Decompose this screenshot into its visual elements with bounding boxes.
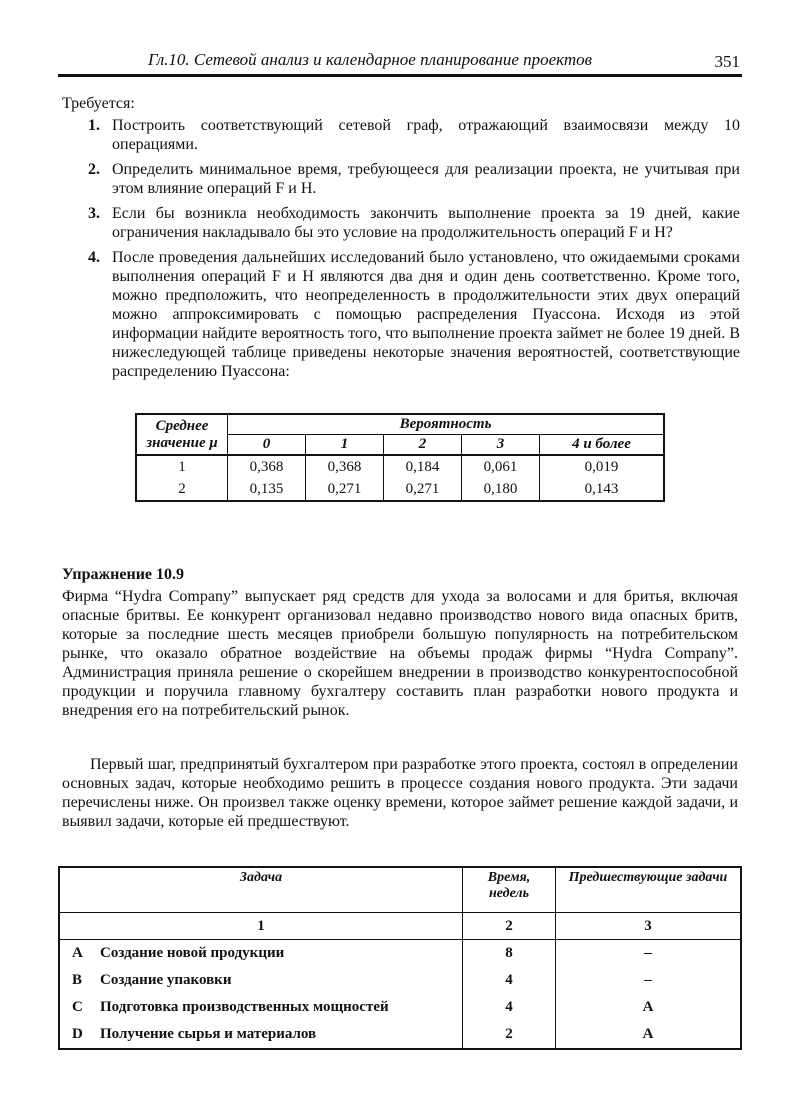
cell-value: 0,368 <box>305 455 383 478</box>
table-row <box>59 994 741 1021</box>
cell-value: 0,271 <box>305 478 383 501</box>
requirements-list <box>88 116 740 387</box>
page-number: 351 <box>714 52 740 71</box>
task-predecessors: – <box>644 945 652 961</box>
column-number: 3 <box>556 913 742 940</box>
cell-value: 0,143 <box>539 478 664 501</box>
header-mean: Среднее значение μ <box>136 414 228 455</box>
table-row <box>59 940 741 968</box>
cell-mean: 1 <box>136 455 228 478</box>
task-name: Подготовка производственных мощностей <box>99 994 463 1021</box>
task-name: Получение сырья и материалов <box>99 1021 463 1049</box>
task-code: A <box>72 945 83 961</box>
cell-value: 0,061 <box>461 455 539 478</box>
task-predecessors: A <box>642 999 654 1015</box>
task-time: 2 <box>463 1021 556 1049</box>
cell-value: 0,180 <box>461 478 539 501</box>
cell-value: 0,019 <box>539 455 664 478</box>
list-item <box>88 160 740 198</box>
column-header: 3 <box>461 435 539 456</box>
running-title: Гл.10. Сетевой анализ и календарное планирование проектов <box>148 50 593 69</box>
exercise-paragraph-1: Фирма “Hydra Company” выпускает ряд средств для ухода за волосами и для бритья, включая опасные бритвы. Ее конкурент организовал недавно производство нового вида опасных бритв, которые за последние шесть месяцев приобрели большую популярность на потребительском рынке, что оказало обратное воздействие на объемы продаж фирмы “Hydra Company”. Администрация приняла решение о скорейшем внедрении в производство конкурентоспособной продукции и поручила главному бухгалтеру составить план разработки нового продукта и внедрения его на потребительский рынок. <box>62 588 738 719</box>
list-item <box>88 248 740 381</box>
list-item <box>88 204 740 242</box>
header-time: Время, недель <box>463 867 556 913</box>
task-code: C <box>72 999 83 1015</box>
column-number: 2 <box>463 913 556 940</box>
table-row <box>136 478 664 501</box>
item-text: Определить минимальное время, требующееся для реализации проекта, не учитывая при этом влияние операций F и H. <box>112 161 740 197</box>
exercise-title: Упражнение 10.9 <box>62 566 185 583</box>
item-text: Построить соответствующий сетевой граф, отражающий взаимосвязи между 10 операциями. <box>112 117 740 153</box>
item-number: 3. <box>88 205 100 222</box>
poisson-table <box>135 413 665 502</box>
task-name: Создание новой продукции <box>99 940 463 968</box>
task-code: B <box>72 972 83 988</box>
column-header: 2 <box>383 435 461 456</box>
task-time: 4 <box>463 967 556 994</box>
table-row <box>59 967 741 994</box>
item-number: 1. <box>88 117 100 134</box>
requirements-label: Требуется: <box>62 95 135 112</box>
column-header: 4 и более <box>539 435 664 456</box>
column-header: 0 <box>228 435 306 456</box>
task-predecessors: – <box>644 972 652 988</box>
exercise-paragraph-2: Первый шаг, предпринятый бухгалтером при разработке этого проекта, состоял в определении основных задач, которые необходимо решить в процессе создания нового продукта. Эти задачи перечислены ниже. Он произвел также оценку времени, которое займет решение каждой задачи, и выявил задачи, которые ей предшествуют. <box>62 756 738 830</box>
header-task: Задача <box>59 867 463 913</box>
task-name: Создание упаковки <box>99 967 463 994</box>
cell-value: 0,271 <box>383 478 461 501</box>
cell-value: 0,184 <box>383 455 461 478</box>
table-row <box>59 1021 741 1049</box>
item-number: 2. <box>88 161 100 178</box>
column-number: 1 <box>59 913 463 940</box>
cell-mean: 2 <box>136 478 228 501</box>
table-row <box>136 455 664 478</box>
item-number: 4. <box>88 249 100 266</box>
column-header: 1 <box>305 435 383 456</box>
list-item <box>88 116 740 154</box>
item-text: После проведения дальнейших исследований было установлено, что ожидаемыми сроками выполнения операций F и H являются два дня и один день соответственно. Кроме того, можно предположить, что неопределенность в продолжительности этих двух операций можно аппроксимировать с помощью распределения Пуассона. Исходя из этой информации найдите вероятность того, что выполнение проекта займет не более 19 дней. В нижеследующей таблице приведены некоторые значения вероятностей, соответствующие распределению Пуассона: <box>112 249 740 380</box>
header-probability: Вероятность <box>228 414 665 435</box>
header-predecessors: Предшествующие задачи <box>556 867 742 913</box>
cell-value: 0,135 <box>228 478 306 501</box>
task-time: 8 <box>463 940 556 968</box>
item-text: Если бы возникла необходимость закончить выполнение проекта за 19 дней, какие ограничения накладывало бы это условие на продолжительность операций F и H? <box>112 205 740 241</box>
task-code: D <box>72 1026 83 1042</box>
cell-value: 0,368 <box>228 455 306 478</box>
task-time: 4 <box>463 994 556 1021</box>
tasks-table <box>58 866 742 1050</box>
page-header <box>58 48 742 77</box>
task-predecessors: A <box>642 1026 654 1042</box>
